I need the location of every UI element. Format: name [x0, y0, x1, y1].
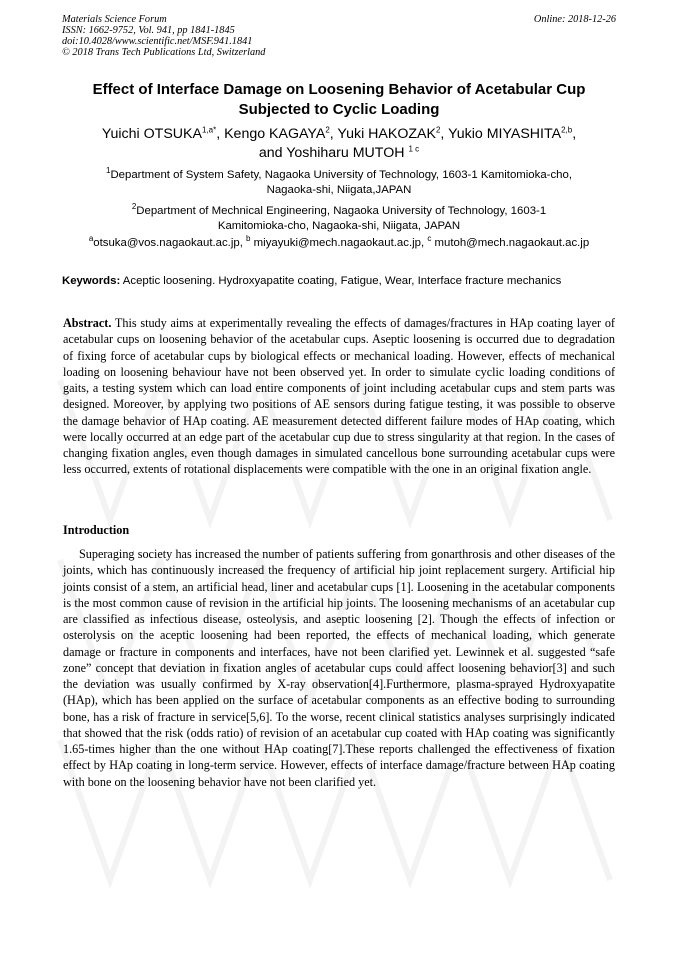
email-address: mutoh@mech.nagaokaut.ac.jp [434, 237, 590, 249]
doi: doi:10.4028/www.scientific.net/MSF.941.1841 [62, 36, 253, 47]
author-name: Yukio MIYASHITA [448, 126, 562, 142]
abstract-label: Abstract. [63, 316, 112, 330]
journal-header [62, 14, 616, 58]
abstract [63, 315, 615, 478]
keywords-text: Aceptic loosening. Hydroxyapatite coating, Fatigue, Wear, Interface fracture mechanics [122, 275, 562, 287]
email-address: miyayuki@mech.nagaokaut.ac.jp, [253, 237, 425, 249]
copyright: © 2018 Trans Tech Publications Ltd, Switzerland [62, 47, 266, 58]
affil-text: Department of Mechnical Engineering, Nagaoka University of Technology, 1603-1 [136, 205, 547, 217]
affiliation-1 [70, 168, 608, 198]
author-name: Kengo KAGAYA [224, 126, 326, 142]
issn: ISSN: 1662-9752, Vol. 941, pp 1841-1845 [62, 25, 235, 36]
affiliation-2 [70, 204, 608, 234]
paper-title [40, 80, 638, 120]
author-affil-mark: 2 [435, 125, 441, 135]
title-line-1: Effect of Interface Damage on Loosening Behavior of Acetabular Cup [92, 81, 586, 98]
online-date: Online: 2018-12-26 [533, 14, 616, 25]
keywords [62, 274, 622, 289]
author-affil-mark: 1 c [408, 144, 420, 154]
author-list: Yuichi $OTSUKA^{1,a*}$, Kengo KAGAYA$^2$, Yuki HAKOZAK$^2$, Yukio MIYASHITA$^{2,b}$, and Yoshiharu MUTOH $^{1 c}$ [101, 125, 577, 161]
affil-number: 2 [131, 202, 137, 212]
author-name: Yuichi OTSUKA [101, 126, 202, 142]
email-address: otsuka@vos.nagaokaut.ac.jp, [93, 237, 243, 249]
title-line-2: Subjected to Cyclic Loading [238, 101, 440, 118]
affil-text: Department of System Safety, Nagaoka University of Technology, 1603-1 Kamitomioka-cho, [110, 169, 572, 181]
email-list [62, 236, 616, 251]
email-mark: c [427, 234, 432, 244]
email-mark: a [88, 234, 94, 244]
affil-text-line2: Nagaoka-shi, Niigata,JAPAN [266, 184, 412, 196]
abstract-text: This study aims at experimentally revealing the effects of damages/fractures in HAp coating layer of acetabular cups on loosening behavior of the acetabular cups. Aseptic loosening is occurred due to degradation of fixing force of acetabular cups by biological effects or mechanical loading. However, effects of mechanical loading on loosening behaviour have not been observed yet. In order to simulate cyclic loading conditions of gaits, a testing system which can load entire components of joint including acetabular cups and stem parts was designed. Moreover, by applying two positions of AE sensors during fatigue testing, it was possible to observe the damage behavior of HAp coating. AE measurement detected different failure modes of HAp coating, which were locally occurred at an edge part of the acetabular cup due to stress singularity at that region. In the cases of changing fixation angles, even though damages in simulated cancellous bone surrounding acetabular cups were less occurred, extents of rotational displacements were compatible with the one in an original fixation angle. [63, 316, 615, 477]
affil-number: 1 [106, 166, 111, 176]
author-affil-mark: 1,a* [201, 125, 217, 135]
introduction-heading: Introduction [63, 523, 130, 537]
author-affil-mark: 2 [325, 125, 330, 135]
introduction-text: Superaging society has increased the number of patients suffering from gonarthrosis and other diseases of the joints, which has continuously increased the frequency of artificial hip joint replacement surgery. Artificial hip joints consist of a stem, an artificial head, liner and acetabular cups [1]. Loosening in the acetabular components is the most common cause of revision in the artificial hip joints. The loosening mechanisms of an acetabular cup are classified as infectious disease, osteolysis, and aseptic loosening [2]. Though the effects of infection or osterolysis on the aceptic loosening had been reported, the effects of mechanical loading, which generate damage or fracture in components and interfaces, have not been clarified yet. Lewinnek et al. suggested “safe zone” concept that deviation in fixation angles of acetabular cups could affect loosening behavior[3] and such the deviation was usually confirmed by X-ray observation[4].Furthermore, plasma-sprayed Hydroxyapatite (HAp), which has been applied on the surface of acetabular components as an effective boding to surrounding bone, has a risk of fracture in service[5,6]. To the worse, recent clinical statistics analyses surprisingly indicated that showed that the risk (odds ratio) of revision of an acetabular cup coated with HAp coating was significantly 1.65-times higher than the one without HAp coating[7].These reports challenged the effectiveness of fixation effect by HAp coating in long-term service. However, effects of interface damage/fracture between HAp coating with bone on the loosening behavior have not been clarified yet. [63, 547, 615, 789]
email-mark: b [246, 234, 251, 244]
journal-name: Materials Science Forum [62, 14, 167, 25]
keywords-label: Keywords: [62, 275, 121, 287]
author-name: Yuki HAKOZAK [337, 126, 436, 142]
author-name: and Yoshiharu MUTOH [258, 145, 405, 161]
author-affil-mark: 2,b [561, 125, 573, 135]
affil-text-line2: Kamitomioka-cho, Nagaoka-shi, Niigata, JAPAN [217, 220, 461, 232]
